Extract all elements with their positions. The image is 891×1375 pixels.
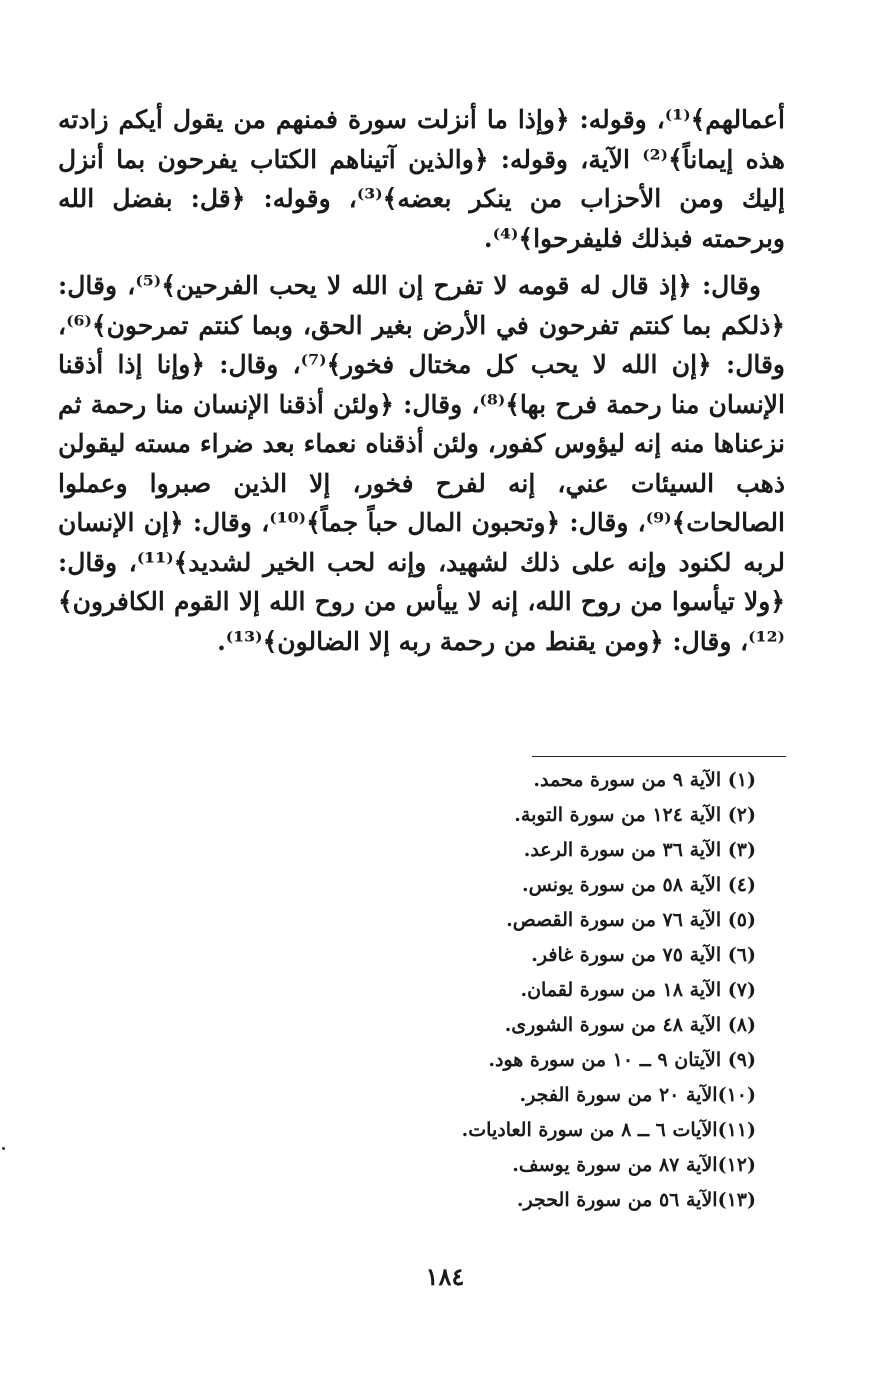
paragraph-2: وقال: ﴿إذ قال له قومه لا تفرح إن الله لا يحب الفرحين﴾⁽⁵⁾، وقال: ﴿ذلكم بما كنتم تفرحون في الأرض بغير الحق، وبما كنتم تمرحون﴾⁽⁶⁾، وقال: ﴿إن الله لا يحب كل مختال فخور﴾⁽⁷⁾، وقال: ﴿وإنا إذا أذقنا الإنسان منا رحمة فرح بها﴾⁽⁸⁾، وقال: ﴿ولئن أذقنا الإنسان منا رحمة ثم نزعناها منه إنه ليؤوس كفور، ولئن أذقناه نعماء بعد ضراء مسته ليقولن ذهب السيئات عني، إنه لفرح فخور، إلا الذين صبروا وعملوا الصالحات﴾⁽⁹⁾، وقال: ﴿وتحبون المال حباً جماً﴾⁽¹⁰⁾، وقال: ﴿إن الإنسان لربه لكنود وإنه على ذلك لشهيد، وإنه لحب الخير لشديد﴾⁽¹¹⁾، وقال: ﴿ولا تيأسوا من روح الله، إنه لا ييأس من روح الله إلا القوم الكافرون﴾⁽¹²⁾، وقال: ﴿ومن يقنط من رحمة ربه إلا الضالون﴾⁽¹³⁾. [58, 271, 786, 656]
paragraph-1: أعمالهم﴾⁽¹⁾، وقوله: ﴿وإذا ما أنزلت سورة فمنهم من يقول أيكم زادته هذه إيماناً﴾⁽²⁾ الآية، وقوله: ﴿والذين آتيناهم الكتاب يفرحون بما أنزل إليك ومن الأحزاب من ينكر بعضه﴾⁽³⁾، وقوله: ﴿قل: بفضل الله وبرحمته فبذلك فليفرحوا﴾⁽⁴⁾. [58, 105, 785, 253]
scan-speck [2, 1147, 5, 1150]
footnote-item: (٤) الآية ٥٨ من سورة يونس. [521, 874, 756, 896]
footnote-item: (٨) الآية ٤٨ من سورة الشورى. [504, 1014, 756, 1036]
footnote-item: (٩) الآيتان ٩ ــ ١٠ من سورة هود. [488, 1049, 756, 1071]
footnote-item: (٦) الآية ٧٥ من سورة غافر. [531, 944, 756, 966]
footnote-item: (١٢)الآية ٨٧ من سورة يوسف. [512, 1154, 756, 1176]
footnote-item: (١٠)الآية ٢٠ من سورة الفجر. [519, 1084, 756, 1106]
footnote-item: (١٣)الآية ٥٦ من سورة الحجر. [516, 1189, 756, 1211]
footnotes [300, 763, 756, 1218]
footnote-item: (٣) الآية ٣٦ من سورة الرعد. [523, 839, 756, 861]
footnote-divider [532, 756, 786, 757]
main-text [58, 100, 785, 661]
footnote-item: (٧) الآية ١٨ من سورة لقمان. [520, 979, 756, 1001]
page-number: ١٨٤ [425, 1262, 465, 1291]
footnote-item: (١) الآية ٩ من سورة محمد. [533, 769, 756, 791]
footnote-item: (٢) الآية ١٢٤ من سورة التوبة. [514, 804, 756, 826]
footnote-item: (١١)الآيات ٦ ــ ٨ من سورة العاديات. [461, 1119, 756, 1141]
footnote-item: (٥) الآية ٧٦ من سورة القصص. [506, 909, 756, 931]
